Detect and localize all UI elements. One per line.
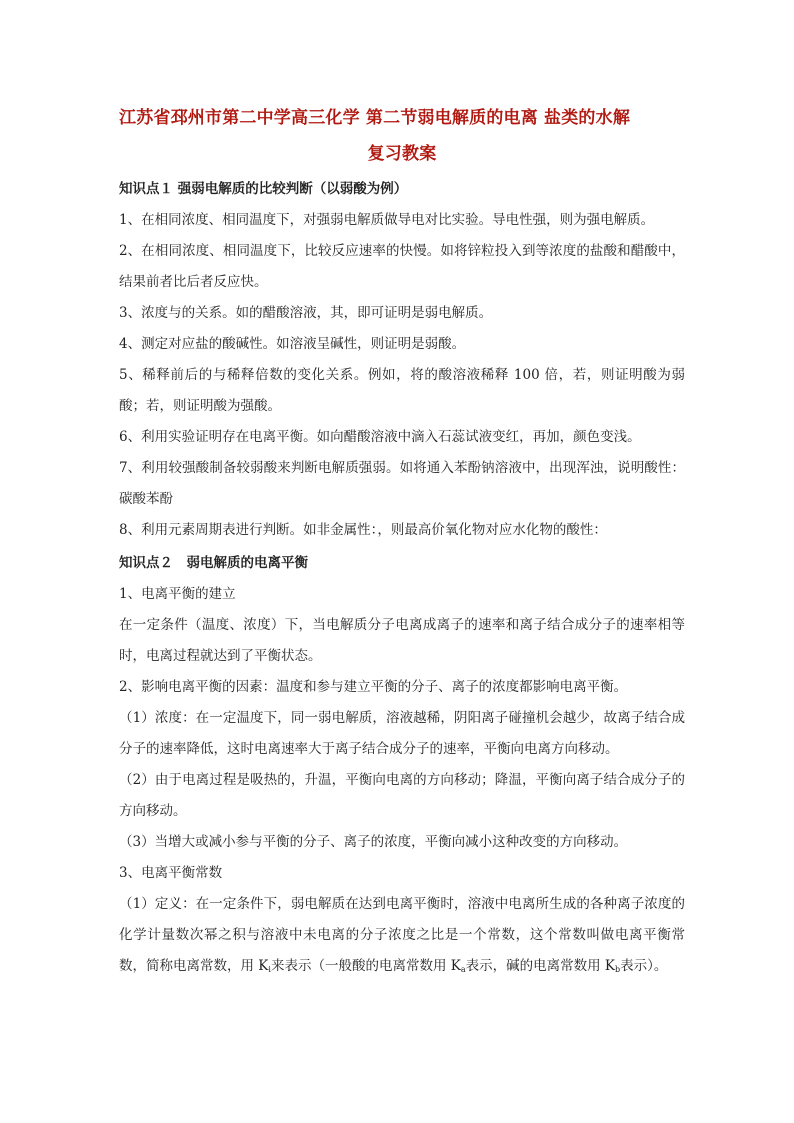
section2-sub3-title: 3、电离平衡常数 xyxy=(119,865,223,881)
section1-heading: 知识点１ 强弱电解质的比较判断（以弱酸为例） xyxy=(119,181,408,197)
document-page xyxy=(119,100,685,985)
section2-sub3-definition xyxy=(119,889,685,985)
definition-text-4: 表示）。 xyxy=(620,958,668,974)
section2-sub2-item-2: （2）由于电离过程是吸热的，升温，平衡向电离的方向移动；降温，平衡向离子结合成分子的方向移动。 xyxy=(119,772,685,819)
section1-item-8: 8、利用元素周期表进行判断。如非金属性：，则最高价氧化物对应水化物的酸性： xyxy=(119,522,607,538)
definition-text-3: 表示，碱的电离常数用 K xyxy=(465,958,616,974)
subscript-i: i xyxy=(268,965,271,974)
subscript-b: b xyxy=(615,965,621,974)
definition-text-1: （1）定义：在一定条件下，弱电解质在达到电离平衡时，溶液中电离所生成的各种离子浓度的化学计量数次幂之积与溶液中未电离的分子浓度之比是一个常数，这个常数叫做电离平衡常数，简称电离常数，用 K xyxy=(119,896,685,974)
title-line-2: 复习教案 xyxy=(367,144,437,164)
section2-sub2-item-3: （3）当增大或减小参与平衡的分子、离子的浓度，平衡向减小这种改变的方向移动。 xyxy=(119,834,628,850)
document-title xyxy=(119,100,685,172)
section2-sub2-title: 2、影响电离平衡的因素：温度和参与建立平衡的分子、离子的浓度都影响电离平衡。 xyxy=(119,679,628,695)
section1-item-6: 6、利用实验证明存在电离平衡。如向醋酸溶液中滴入石蕊试液变红，再加，颜色变浅。 xyxy=(119,429,641,445)
section2-sub1-title: 1、电离平衡的建立 xyxy=(119,586,236,602)
definition-text-2: 来表示（一般酸的电离常数用 K xyxy=(270,958,461,974)
section1-item-7: 7、利用较强酸制备较弱酸来判断电解质强弱。如将通入苯酚钠溶液中，出现浑浊，说明酸性：碳酸苯酚 xyxy=(119,460,685,507)
section1-item-2: 2、在相同浓度、相同温度下，比较反应速率的快慢。如将锌粒投入到等浓度的盐酸和醋酸中，结果前者比后者反应快。 xyxy=(119,243,685,290)
section1-item-5: 5、稀释前后的与稀释倍数的变化关系。例如，将的酸溶液稀释 100 倍，若，则证明酸为弱酸；若，则证明酸为强酸。 xyxy=(119,367,685,414)
section2-sub2-item-1: （1）浓度：在一定温度下，同一弱电解质，溶液越稀，阴阳离子碰撞机会越少，故离子结合成分子的速率降低，这时电离速率大于离子结合成分子的速率，平衡向电离方向移动。 xyxy=(119,710,685,757)
title-line-1: 江苏省邳州市第二中学高三化学 第二节弱电解质的电离 盐类的水解 xyxy=(119,108,631,128)
subscript-a: a xyxy=(460,965,466,974)
section1-item-1: 1、在相同浓度、相同温度下，对强弱电解质做导电对比实验。导电性强，则为强电解质。 xyxy=(119,212,655,228)
section1-item-4: 4、测定对应盐的酸碱性。如溶液呈碱性，则证明是弱酸。 xyxy=(119,336,466,352)
section2-heading: 知识点２ 弱电解质的电离平衡 xyxy=(119,555,308,571)
section1-item-3: 3、浓度与的关系。如的醋酸溶液，其，即可证明是弱电解质。 xyxy=(119,305,493,321)
section2-sub1-text: 在一定条件（温度、浓度）下，当电解质分子电离成离子的速率和离子结合成分子的速率相等时，电离过程就达到了平衡状态。 xyxy=(119,617,685,664)
